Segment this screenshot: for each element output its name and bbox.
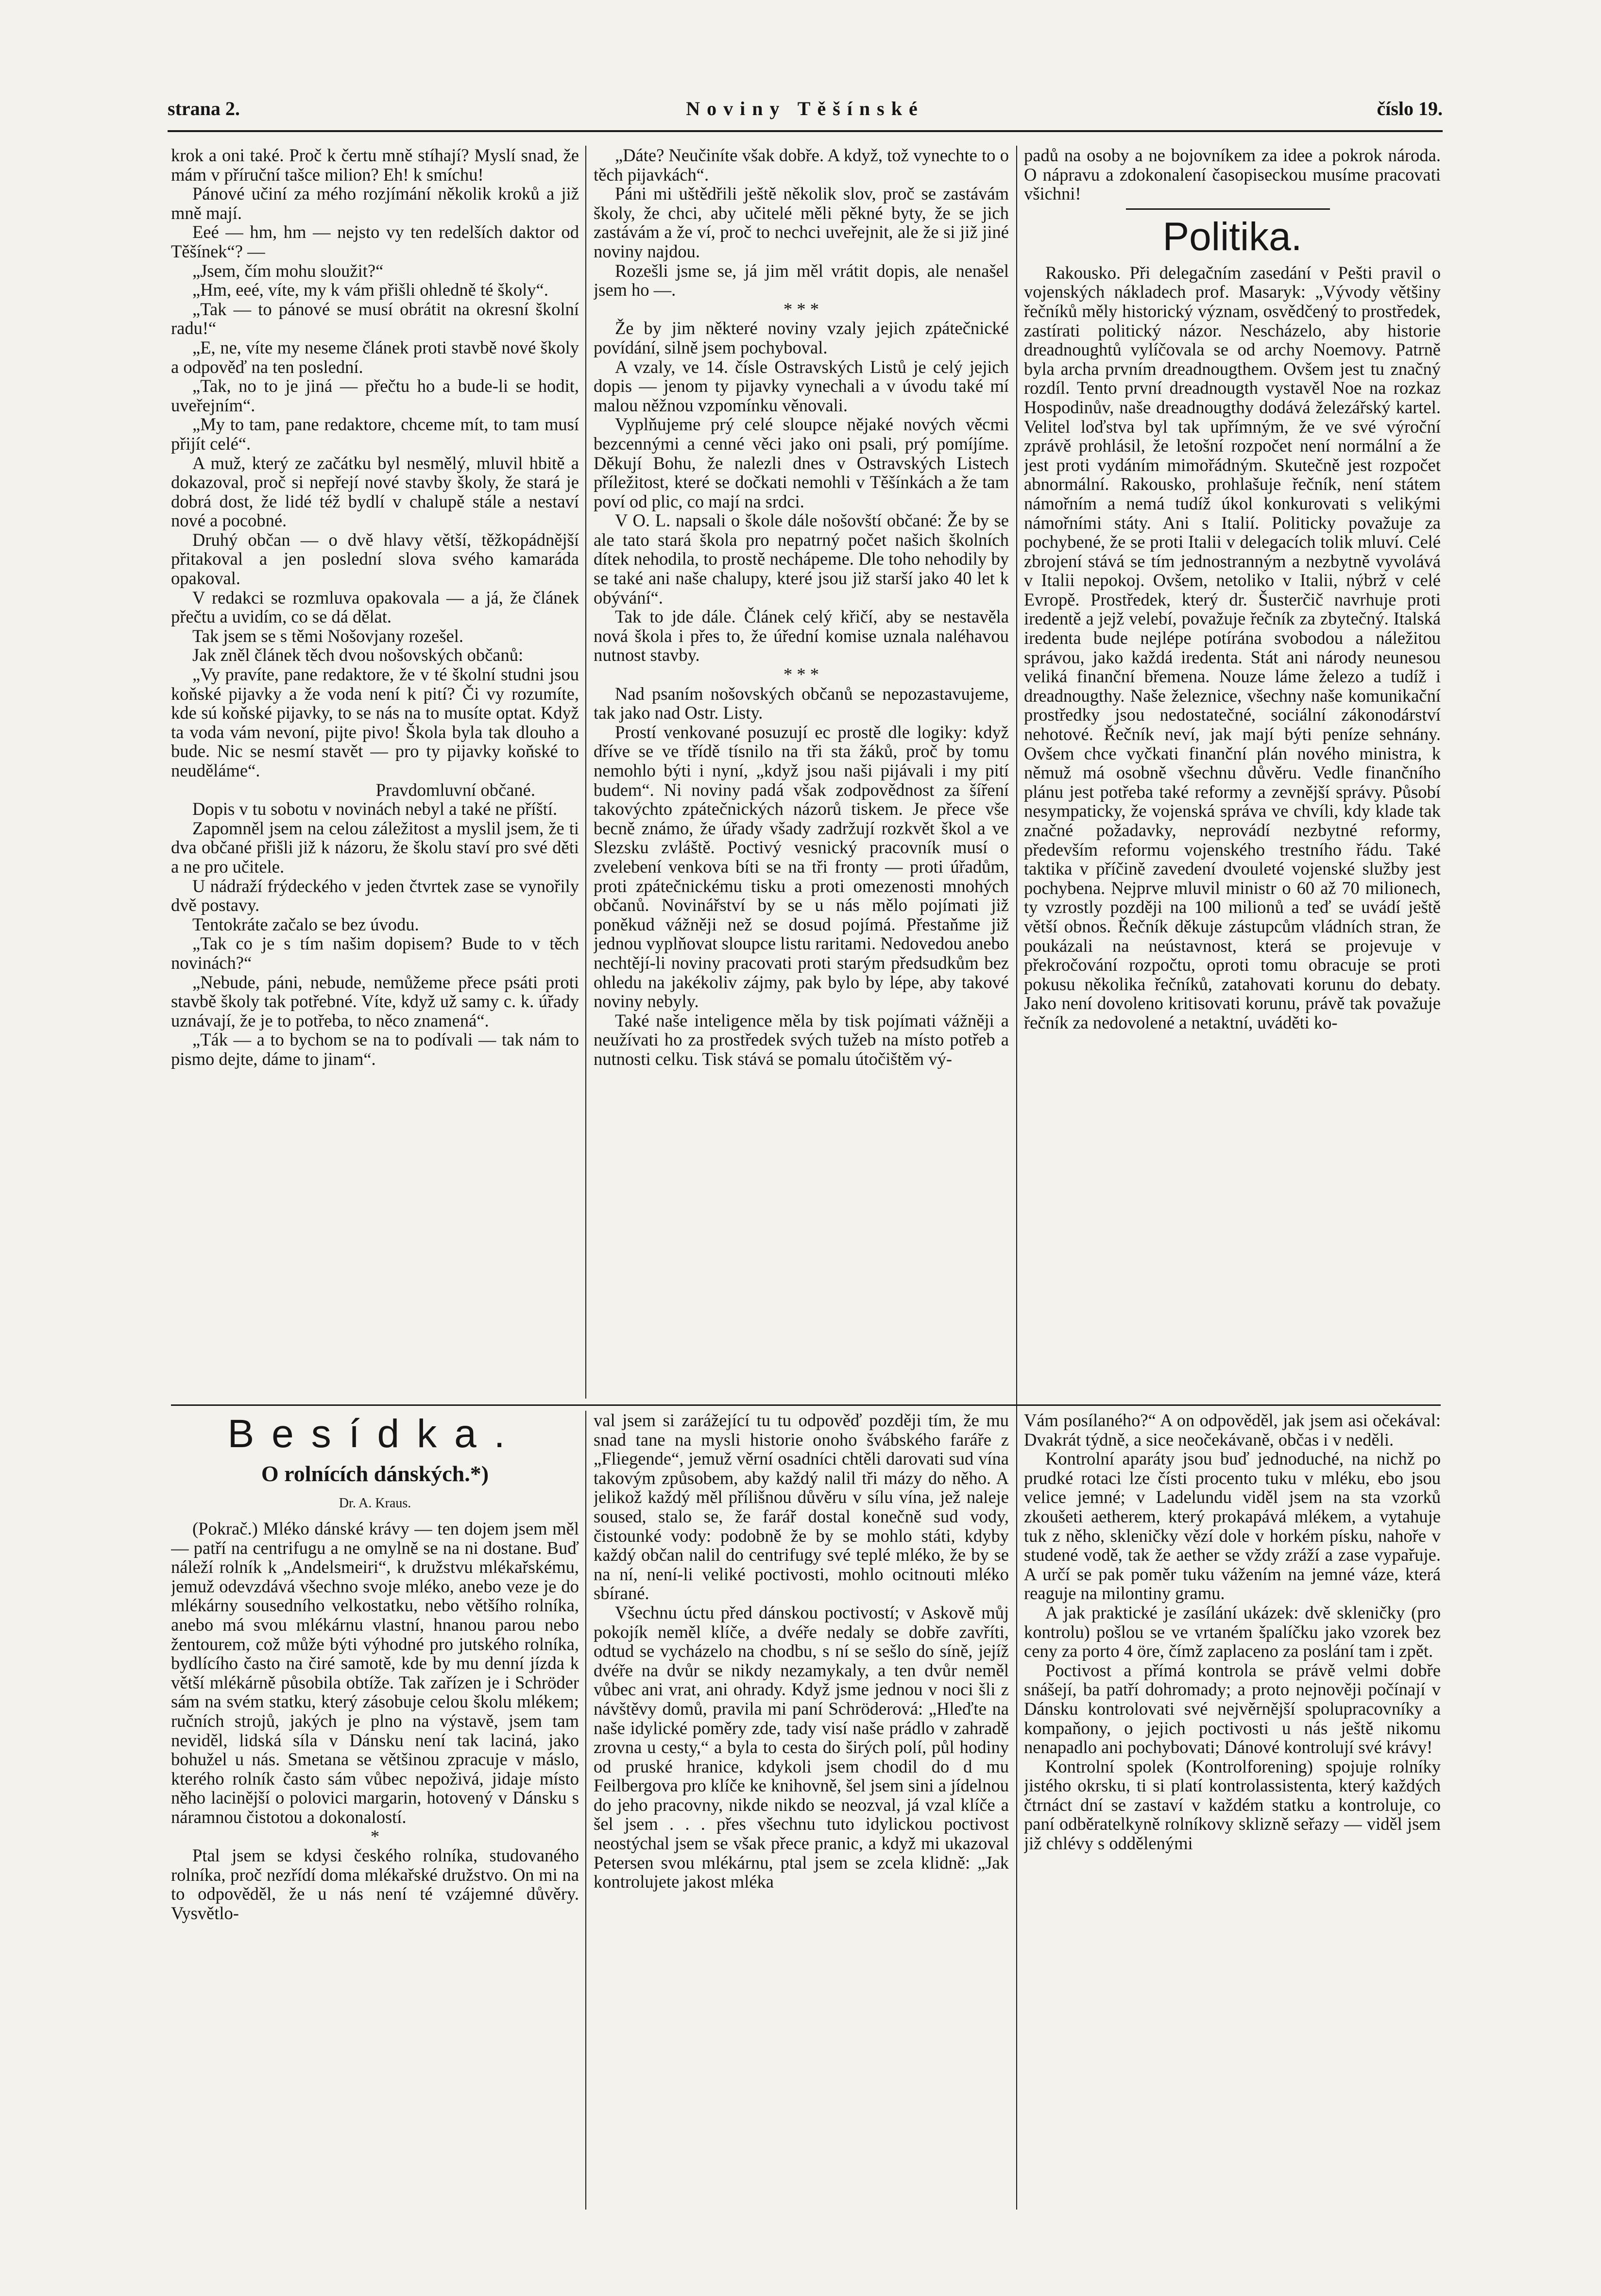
article-title: O rolnících dánských.*) (261, 1461, 489, 1486)
paragraph: Vám posílaného?“ A on odpověděl, jak jsem asi očekával: Dvakrát týdně, a sice neočekávaně, občas i v neděli. (1024, 1411, 1441, 1450)
besidka-column-divider (585, 1411, 586, 2210)
paragraph: padů na osoby a ne bojovníkem za idee a pokrok národa. O nápravu a zdokonalení časopiseckou musíme pracovati všichni! (1024, 146, 1441, 204)
page-header (168, 97, 1443, 126)
column-divider-2 (1016, 146, 1017, 2210)
paragraph: Tak jsem se s těmi Nošovjany rozešel. (192, 625, 463, 646)
article-author: Dr. A. Kraus. (339, 1496, 411, 1511)
paragraph: krok a oni také. Proč k čertu mně stíhají? Myslí snad, že mám v příruční tašce milion? Eh! k smíchu! (171, 146, 579, 185)
paragraph: „My to tam, pane redaktore, chceme mít, to tam musí přijít celé“. (171, 414, 579, 454)
paragraph: Tentokráte začalo se bez úvodu. (192, 914, 419, 934)
paragraph: A muž, který ze začátku byl nesmělý, mluvil hbitě a dokazoval, proč si nepřejí nové stavby školy, že stará je dobrá dost, že lidé též bydlí v chalupě stále a nestaví nové a pocobné. (171, 453, 579, 531)
paragraph: Také naše inteligence měla by tisk pojímati vážněji a neužívati ho za prostředek svých tužeb na místo potřeb a nutnosti celku. Tisk stává se pomalu útočištěm vý- (594, 1010, 1009, 1069)
paragraph: Rakousko. Při delegačním zasedání v Pešti pravil o vojenských nákladech prof. Masaryk: „Vývody většiny řečníků měly historický význam, osvědčený to prostředek, zastírati politický názor. Nescházelo, aby historie dreadnoughtů vylíčovala se od archy Noemovy. Patrně byla archa prvním dreadnougthem. Ovšem jest tu značný rozdíl. Tento první dreadnougth vystavěl Noe na rozkaz Hospodinův, naše dreadnougthy dodává železářský kartel. Velitel loďstva byl tak upřímným, že ve své výroční zprávě prohlásil, že letošní rozpočet není normální a že jest proti vydáním mimořádným. Skutečně jest rozpočet abnormální. Rakousko, prohlašuje řečník, není státem námořním a nemá tudíž úkol konkurovati s velikými námořními státy. Ani s Italií. Politicky považuje za pochybené, že se proti Italii v delegacích tolik mluví. Celé zbrojení stává se tím jednostranným a nezbytně vyvolává v Italii nepokoj. Ovšem, netoliko v Italii, nýbrž v celé Evropě. Prostředek, který dr. Šusterčič navrhuje proti iredentě a jejž velebí, považuje řečník za zbytečný. Italská iredenta bude nejlépe potírána svobodou a náležitou správou, jako každá iredenta. Stát ani národy neunesou veliká finanční břemena. Nouze láme železo a tudíž i dreadnougthy. Naše železnice, všechny naše komunikační prostředky jsou nedostatečné, sociální zákonodárství nehotové. Řečník neví, jak mají býti peníze sehnány. Ovšem chce vyčkati finanční plán nového ministra, k němuž má osobně všechnu důvěru. Vedle finančního plánu jest potřeba také reformy a zevnější správy. Působí nesympaticky, že vojenská správa ve chvíli, kdy klade tak značné požadavky, neprovádí nezbytné reformy, především reformu vojenského trestního řádu. Také taktika v příčině zavedení dvouleté vojenské služby jest pochybena. Nejprve mluvil ministr o 60 až 70 milionech, ty vzrostly později na 100 milionů a teď se uvádí ještě větší obnos. Řečník děkuje zástupcům vládních stran, že poukázali na neústavnost, která se projevuje v překročování rozpočtu, oproti tomu obracuje se proti pokusu několika řečníků, zatahovati korunu do debaty. Jako není dovoleno kritisovati korunu, právě tak považuje řečník za nedovolené a netaktní, uváděti ko- (1024, 262, 1441, 1032)
paragraph: Páni mi uštědřili ještě několik slov, proč se zastávám školy, že chci, aby učitelé měli pěkné byty, že se jich zastávám a že ví, proč to nechci uveřejnit, ale že si již jiné noviny najdou. (594, 184, 1009, 261)
section-separator: * * * (783, 664, 819, 685)
paragraph: val jsem si zarážející tu tu odpověď později tím, že mu snad tane na mysli historie onoho švábského faráře z „Fliegende“, jemuž věrní osadníci chtěli darovati sud vína takovým způsobem, aby každý nalil tři mázy do něho. A jelikož každý měl přílišnou důvěru v sílu vína, jež naleje soused, stalo se, že farář dostal konečně sud vody, čistounké vody: podobně že by se mohlo státi, kdyby každý občan nalil do centrifugy své teplé mléko, že by se na ní, není-li veliké poctivosti, mohlo ocitnouti mléko sbírané. (594, 1411, 1009, 1604)
paragraph: „Hm, eeé, víte, my k vám přišli ohledně té školy“. (192, 280, 548, 300)
paragraph: Dopis v tu sobotu v novinách nebyl a také ne příští. (192, 799, 558, 819)
paragraph: Ptal jsem se kdysi českého rolníka, studovaného rolníka, proč nezřídí doma mlékařské družstvo. On mi na to odpověděl, že u nás není té vzájemné důvěry. Vysvětlo- (171, 1845, 579, 1923)
paragraph: Jak zněl článek těch dvou nošovských občanů: (192, 645, 524, 665)
paragraph: V O. L. napsali o škole dále nošovští občané: Že by se ale tato stará škola pro nepatrný počet našich školních dítek nehodila, to prostě nechápeme. Dle toho nehodily by se také ani naše chalupy, které jsou již starší jako 40 let k obývání“. (594, 510, 1009, 608)
paragraph: (Pokrač.) Mléko dánské krávy — ten dojem jsem měl — patří na centrifugu a ne omylně se na ni dostane. Buď náleží rolník k „Andelsmeiri“, k družstvu mlékařskému, jemuž odevzdává všechno svoje mléko, anebo veze je do mlékárny sousedního velkostatku, nebo většího rolníka, anebo má svou mlékárnu vlastní, hnanou parou nebo žentourem, což může býti výhodné pro jutského rolníka, bydlícího často na čiré samotě, kde by mu denní jízda k větší mlékárně působila obtíže. Tak zařízen je i Schröder sám na svém statku, který zásobuje celou školu mlékem; ručních strojů, jakých je plno na výstavě, jsem tam neviděl, lidská síla v Dánsku není tak laciná, jako bohužel u nás. Smetana se většinou zpracuje v máslo, kterého rolník často sám vůbec nepoživá, jidaje místo něho lacinější o polovici margarin, hotovený v Dánsku s náramnou čistotou a dokonalostí. (171, 1519, 579, 1827)
paragraph: „E, ne, víte my neseme článek proti stavbě nové školy a odpověď na ten poslední. (171, 337, 579, 377)
paragraph: „Dáte? Neučiníte však dobře. A když, tož vynechte to o těch pijavkách“. (594, 146, 1009, 185)
section-separator: * * * (783, 299, 819, 319)
paragraph: Poctivost a přímá kontrola se právě velmi dobře snášejí, ba patří dohromady; a proto nejnověji počínají v Dánsku kontrolovati své nejvěrnější spolupracovníky a kompaňony, o jejich poctivosti u nás ještě nikomu nenapadlo ani pochybovati; Dánové kontrolují své krávy! (1024, 1660, 1441, 1757)
paragraph: „Jsem, čím mohu sloužit?“ (192, 260, 384, 281)
paragraph: V redakci se rozmluva opakovala — a já, že článek přečtu a uvidím, co se dá dělat. (171, 587, 579, 627)
paragraph: A vzaly, ve 14. čísle Ostravských Listů je celý jejich dopis — jenom ty pijavky vynechali a v úvodu také mí malou něžnou vzpomínku věnovali. (594, 356, 1009, 415)
paragraph: Pánové učiní za mého rozjímání několik kroků a již mně mají. (171, 184, 579, 223)
paragraph: Že by jim některé noviny vzaly jejich zpátečnické povídání, silně jsem pochyboval. (594, 318, 1009, 357)
newspaper-title: Noviny Těšínské (686, 98, 924, 119)
column-1 (171, 146, 579, 1399)
paragraph: Eeé — hm, hm — nejsto vy ten redelších daktor od Těšínek“? — (171, 222, 579, 261)
page-number: strana 2. (168, 98, 240, 119)
column-2 (594, 146, 1009, 1399)
section-rule (1126, 208, 1330, 210)
paragraph: „Tak, no to je jiná — přečtu ho a bude-li se hodit, uveřejním“. (171, 376, 579, 415)
paragraph: U nádraží frýdeckého v jeden čtvrtek zase se vynořily dvě postavy. (171, 876, 579, 915)
paragraph: Nad psaním nošovských občanů se nepozastavujeme, tak jako nad Ostr. Listy. (594, 683, 1009, 723)
paragraph: „Vy pravíte, pane redaktore, že v té školní studni jsou koňské pijavky a že voda není k pití? Či vy rozumíte, kde sú koňské pijavky, to se nás na to musíte optat. Když ta voda vám nevoní, pijte pivo! Škola byla tak dlouho a bude. Nic se nesmí stavět — pro ty pijavky koňské to neuděláme“. (171, 664, 579, 780)
paragraph: Druhý občan — o dvě hlavy větší, těžkopádnější přitakoval a jen poslední slova svého kamaráda opakoval. (171, 529, 579, 589)
paragraph: A jak praktické je zasílání ukázek: dvě skleničky (pro kontrolu) pošlou se ve vrtaném špalíčku jako vzorek bez ceny za porto 4 öre, čímž zaplaceno za poslání tam i zpět. (1024, 1602, 1441, 1661)
paragraph: „Tak co je s tím našim dopisem? Bude to v těch novinách?“ (171, 933, 579, 973)
paragraph: Tak to jde dále. Článek celý křičí, aby se nestavěla nová škola i přes to, že úřední komise uznala naléhavou nutnost stavby. (594, 607, 1009, 665)
section-separator: * (370, 1826, 380, 1846)
besidka-heading: Besídka. (227, 1412, 523, 1456)
politika-heading: Politika. (1162, 214, 1302, 259)
paragraph: Prostí venkované posuzují ec prostě dle logiky: když dříve se ve třídě tísnilo na tři sta žáků, proč by tomu nemohlo býti i nyní, „když jsou naši pijávali i my pití budem“. Ni noviny padá však zodpovědnost za šíření takovýchto zpátečnických názorů tiskem. Je přece vše becně známo, že úřady všady zadržují rozkvět škol a ve Slezsku zvláště. Poctivý vesnický pracovník musí o zvelebení venkova bíti se na tři fronty — proti úřadům, proti zpátečnickému tisku a proti omezenosti mnohých občanů. Novinářství by se u nás mělo pojímati již poněkud vážněji než se dosud pojímá. Přestaňme již jednou vyplňovat sloupce listu raritami. Nedovedou anebo nechtějí-li noviny pracovati proti starým předsudkům bez ohledu na jakékoliv zájmy, pak bylo by lépe, aby takové noviny nebyly. (594, 722, 1009, 1012)
paragraph: Kontrolní spolek (Kontrolforening) spojuje rolníky jistého okrsku, ti si platí kontrolassistenta, který každých čtrnáct dní se zastaví v každém statku a kontroluje, co paní odběratelkyně rolníkovy sklizně seřazy — viděl jsem již chlévy s oddělenými (1024, 1756, 1441, 1854)
header-rule (168, 130, 1443, 132)
paragraph: „Ták — a to bychom se na to podívali — tak nám to pismo dejte, dáme to jinam“. (171, 1030, 579, 1069)
paragraph: Vyplňujeme prý celé sloupce nějaké nových věcmi bezcennými a cenné věci jako oni psali, prý pomíjíme. Děkují Bohu, že nalezli dnes v Ostravských Listech příležitost, které se dočkati nemohli v Těšínkách a že tam poví od plic, co mají na srdci. (594, 414, 1009, 511)
paragraph: Kontrolní aparáty jsou buď jednoduché, na nichž po prudké rotaci lze čísti procento tuku v mléku, ebo jsou velice jemné; v Ladelundu viděl jsem na sta vzorků zkoušeti aetherem, který prokapává mlékem, a vytahuje tuk z něho, skleničky vězí dole v horkém písku, nahoře v studené vodě, tak že aether se vždy zráží a zase vypařuje. A určí se pak poměr tuku vážením na jemné váze, která reaguje na milontiny gramu. (1024, 1449, 1441, 1604)
signature: Pravdomluvní občané. (375, 779, 535, 800)
paragraph: „Tak — to pánové se musí obrátit na okresní školní radu!“ (171, 299, 579, 338)
paragraph: Rozešli jsme se, já jim měl vrátit dopis, ale nenašel jsem ho —. (594, 260, 1009, 300)
besidka-column-3 (1024, 1411, 1441, 2207)
paragraph: „Nebude, páni, nebude, nemůžeme přece psáti proti stavbě školy tak potřebné. Víte, když už samy c. k. úřady uznávají, že je to potřeba, to něco znamená“. (171, 972, 579, 1030)
besidka-top-rule (171, 1404, 1441, 1406)
column-divider-1 (585, 146, 586, 1399)
besidka-column-2 (594, 1411, 1009, 2207)
issue-number: číslo 19. (1377, 98, 1443, 119)
paragraph: Všechnu úctu před dánskou poctivostí; v Askově můj pokojík neměl klíče, a dvéře nedaly se dobře zavříti, odtud se vycházelo na chodbu, s ní se sešlo do síně, jejíž dvéře na dvůr se nikdy nezamykaly, a ten dvůr neměl vůbec ani vrat, ani ohrady. Když jsme jednou v noci šli z návštěvy domů, pravila mi paní Schröderová: „Hleďte na naše idylické poměry zde, tady visí naše prádlo v zahradě zrovna u cesty,“ a byla to cesta do širých polí, půl hodiny od pruské hranice, kdykoli jsem chodil do d mu Feilbergova pro klíče ke knihovně, šel jsem sini a jídelnou do jeho pracovny, nikde nikdo se neozval, já vzal klíče a šel jsem . . . přes všechnu tuto idylickou poctivost neostýchal jsem se však přece pranic, a když mi ukazoval Petersen svou mlékárnu, ptal jsem se zcela klidně: „Jak kontrolujete jakost mléka (594, 1602, 1009, 1892)
paragraph: Zapomněl jsem na celou záležitost a myslil jsem, že ti dva občané přišli již k názoru, že školu staví pro své děti a ne pro učitele. (171, 818, 579, 877)
column-3 (1024, 146, 1441, 1399)
besidka-column-1 (171, 1519, 579, 2209)
